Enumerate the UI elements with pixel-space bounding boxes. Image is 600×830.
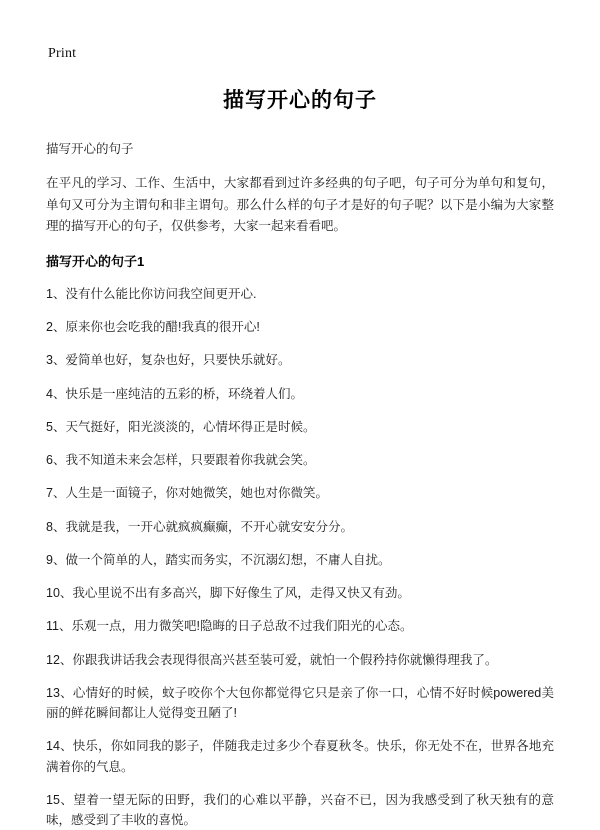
list-item: 5、天气挺好，阳光淡淡的，心情坏得正是时候。: [46, 419, 316, 434]
list-item: 2、原来你也会吃我的醋!我真的很开心!: [46, 320, 260, 335]
document-subtitle: 描写开心的句子: [46, 142, 134, 156]
section-heading: 描写开心的句子1: [46, 253, 145, 269]
list-item: 8、我就是我，一开心就疯疯癫癫，不开心就安安分分。: [46, 519, 353, 534]
page-title: 描写开心的句子: [223, 89, 377, 112]
list-item: 11、乐观一点，用力微笑吧!隐晦的日子总敌不过我们阳光的心态。: [46, 619, 413, 634]
list-item: 4、快乐是一座纯洁的五彩的桥，环绕着人们。: [46, 386, 303, 401]
list-item: 10、我心里说不出有多高兴，脚下好像生了风，走得又快又有劲。: [46, 586, 410, 601]
list-item: 9、做一个简单的人，踏实而务实，不沉溺幻想，不庸人自扰。: [46, 552, 391, 567]
print-button[interactable]: Print: [48, 46, 77, 61]
list-item: 15、望着一望无际的田野，我们的心难以平静，兴奋不已，因为我感受到了秋天独有的意味，感受到了丰收的喜悦。: [46, 792, 554, 828]
list-item: 12、你跟我讲话我会表现得很高兴甚至装可爱，就怕一个假矜持你就懒得理我了。: [46, 652, 498, 667]
list-item: 6、我不知道未来会怎样，只要跟着你我就会笑。: [46, 453, 316, 468]
list-item: 14、快乐，你如同我的影子，伴随我走过多少个春夏秋冬。快乐，你无处不在，世界各地充满着你的气息。: [46, 739, 554, 774]
list-item: 3、爱简单也好，复杂也好，只要快乐就好。: [46, 353, 291, 368]
list-item: 13、心情好的时候，蚊子咬你个大包你都觉得它只是亲了你一口，心情不好时候powered美丽的鲜花瞬间都让人觉得变丑陋了!: [46, 685, 554, 721]
list-item: 1、没有什么能比你访问我空间更开心.: [46, 286, 257, 301]
list-item: 7、人生是一面镜子，你对她微笑，她也对你微笑。: [46, 486, 328, 501]
sentence-list: [46, 284, 554, 830]
intro-paragraph: 在平凡的学习、工作、生活中，大家都看到过许多经典的句子吧，句子可分为单句和复句，单句又可分为主谓句和非主谓句。那么什么样的句子才是好的句子呢？以下是小编为大家整理的描写开心的句子，仅供参考，大家一起来看看吧。: [46, 176, 554, 234]
